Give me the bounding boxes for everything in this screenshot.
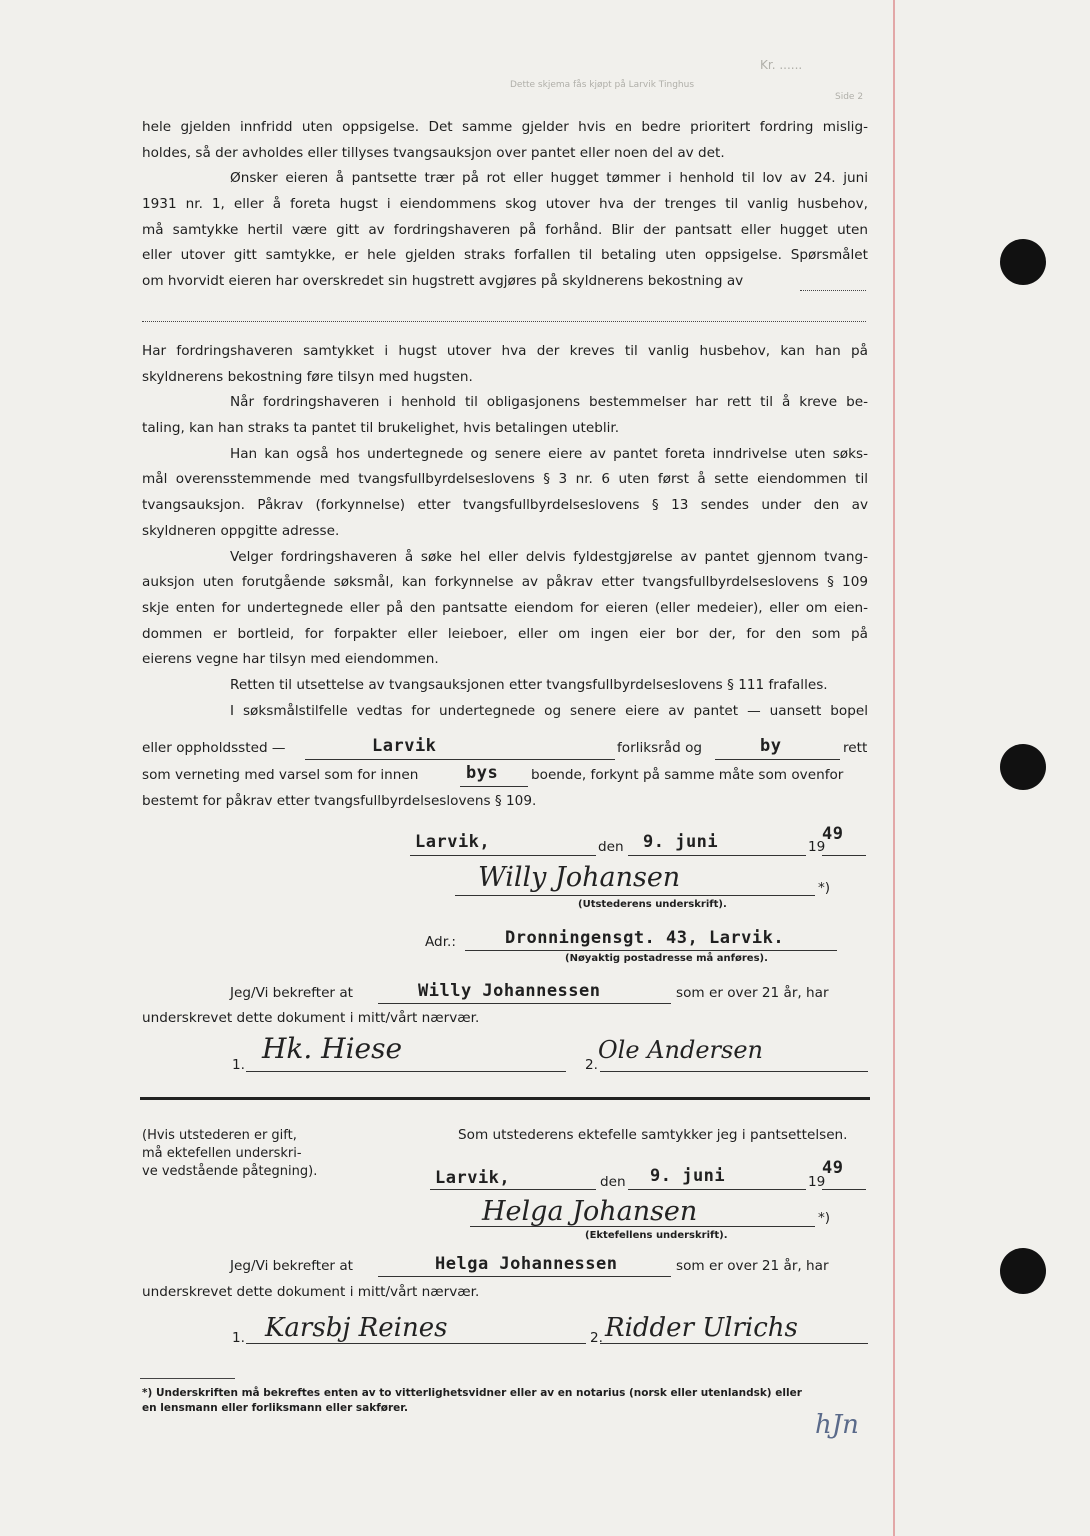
text-line: Velger fordringshaveren å søke hel eller delvis fyldestgjørelse av pantet gjennom tvang- [230,548,868,565]
issuer-year: 49 [822,824,844,844]
text-line: Ønsker eieren å pantsette trær på rot eller hugget tømmer i henhold til lov av 24. juni [230,170,868,187]
spouse-witness-2-line [600,1343,868,1344]
venue-court-line [715,759,840,760]
text-line: I søksmålstilfelle vedtas for undertegnede og senere eiere av pantet — uansett bopel [230,702,868,719]
spouse-confirm-line2: underskrevet dette dokument i mitt/vårt nærvær. [142,1284,480,1300]
spouse-confirm-suffix: som er over 21 år, har [676,1258,829,1274]
spouse-witness-1-signature: Karsbj Reines [265,1313,448,1343]
venue-line2-prefix: som verneting med varsel som for innen [142,767,419,783]
venue-court: by [760,736,782,756]
hugst-blank-line-2 [142,321,866,322]
text-line: 1931 nr. 1, eller å foreta hugst i eiendommens skog utover hva der trenges til vanlig husbehov, [142,196,868,213]
venue-mid: forliksråd og [617,740,703,756]
issuer-confirm-line2: underskrevet dette dokument i mitt/vårt nærvær. [142,1010,480,1026]
footnote-rule [140,1378,235,1379]
venue-bys: bys [466,763,499,783]
header-faint-page: Side 2 [835,92,864,102]
address-line [465,950,837,951]
text-line: Har fordringshaveren samtykket i hugst utover hva der kreves til vanlig husbehov, kan han på [142,343,868,359]
venue-place: Larvik [372,736,437,756]
text-line: skje enten for undertegnede eller på den pantsatte eiendom for eieren (eller medeier), eller om eien- [142,599,868,616]
text-line: Retten til utsettelse av tvangsauksjonen etter tvangsfullbyrdelseslovens § 111 frafalles. [230,676,828,693]
issuer-date: 9. juni [643,832,719,852]
spouse-witness-2-number: 2. [590,1330,603,1346]
punch-hole [1000,1248,1046,1294]
spouse-year-prefix: 19 [808,1174,826,1190]
header-faint-margin: Kr. ...... [760,58,803,72]
clerk-initials: hJn [815,1410,859,1440]
issuer-confirm-line [378,1003,671,1004]
text-line: om hvorvidt eieren har overskredet sin hugstrett avgjøres på skyldnerens bekostning av [142,273,744,290]
text-line: Når fordringshaveren i henhold til obligasjonens bestemmelser har rett til å kreve be- [230,394,868,411]
spouse-den-label: den [600,1174,626,1190]
issuer-year-line [822,855,866,856]
issuer-confirm-name: Willy Johannessen [418,981,601,1001]
spouse-signature-caption: (Ektefellens underskrift). [585,1230,728,1241]
issuer-confirm-prefix: Jeg/Vi bekrefter at [230,985,354,1001]
text-line: holdes, så der avholdes eller tillyses tvangsauksjon over pantet eller noen del av det. [142,144,725,161]
text-line: dommen er bortleid, for forpakter eller leieboer, eller om ingen eier bor der, for den som på [142,625,868,642]
spouse-date: 9. juni [650,1166,726,1186]
spouse-witness-1-line [246,1343,586,1344]
address-value: Dronningensgt. 43, Larvik. [505,928,785,948]
spouse-place: Larvik, [435,1168,511,1188]
address-label: Adr.: [425,934,456,950]
section-divider [140,1097,870,1100]
text-line: må samtykke hertil være gitt av fordringshaveren på forhånd. Blir der pantsatt eller hugget uten [142,221,868,238]
witness-2-number: 2. [585,1057,598,1073]
issuer-signature-line [455,895,815,896]
issuer-signature-caption: (Utstederens underskrift). [578,899,727,910]
witness-1-number: 1. [232,1057,245,1073]
spouse-year-line [822,1189,866,1190]
venue-prefix: eller oppholdssted — [142,740,286,756]
text-line: skyldneren oppgitte adresse. [142,522,340,539]
address-caption: (Nøyaktig postadresse må anføres). [565,953,768,964]
issuer-year-prefix: 19 [808,839,826,855]
footnote-line: en lensmann eller forliksmann eller sakfører. [142,1402,408,1414]
text-line: Han kan også hos undertegnede og senere eiere av pantet foreta inndrivelse uten søks- [230,445,868,462]
spouse-note-line: ve vedstående påtegning). [142,1164,318,1179]
text-line: tvangsauksjon. Påkrav (forkynnelse) etter tvangsfullbyrdelseslovens § 13 sendes under den av [142,497,868,514]
spouse-signature: Helga Johansen [482,1196,698,1227]
spouse-witness-1-number: 1. [232,1330,245,1346]
venue-bys-line [460,786,528,787]
text-line: mål overensstemmende med tvangsfullbyrdelseslovens § 3 nr. 6 uten først å sette eiendommen til [142,471,868,488]
spouse-confirm-name: Helga Johannessen [435,1254,618,1274]
issuer-signature: Willy Johansen [478,862,681,893]
venue-suffix: rett [843,740,868,756]
spouse-place-line [430,1189,596,1190]
witness-1-signature: Hk. Hiese [262,1032,403,1065]
venue-line2-suffix: boende, forkynt på samme måte som ovenfor [531,767,844,783]
spouse-asterisk: *) [818,1210,831,1226]
issuer-asterisk: *) [818,880,831,896]
spouse-note-line: (Hvis utstederen er gift, [142,1128,297,1143]
punch-hole [1000,744,1046,790]
issuer-date-line [628,855,806,856]
issuer-place-line [410,855,596,856]
footnote [142,1386,870,1416]
text-line: hele gjelden innfridd uten oppsigelse. Det samme gjelder hvis en bedre prioritert fordring mislig- [142,119,868,135]
spouse-consent: Som utstederens ektefelle samtykker jeg i pantsettelsen. [458,1127,848,1143]
venue-line3: bestemt for påkrav etter tvangsfullbyrdelseslovens § 109. [142,793,537,809]
spouse-year: 49 [822,1158,844,1178]
text-line: eller utover gitt samtykke, er hele gjelden straks forfallen til betaling uten oppsigelse. Spørsmålet [142,247,868,264]
spouse-witness-2-signature: Ridder Ulrichs [605,1313,798,1343]
terms-text-top [142,115,868,295]
footnote-line: *) Underskriften må bekreftes enten av to vitterlighetsvidner eller av en notarius (norsk eller utenlandsk) eller [142,1387,802,1399]
spouse-note [142,1127,342,1181]
spouse-date-line [628,1189,806,1190]
text-line: auksjon uten forutgående søksmål, kan forkynnelse av påkrav etter tvangsfullbyrdelseslovens § 109 [142,574,868,591]
punch-hole [1000,239,1046,285]
terms-text-middle [142,339,868,724]
text-line: taling, kan han straks ta pantet til brukelighet, hvis betalingen uteblir. [142,420,620,437]
header-faint-note: Dette skjema fås kjøpt på Larvik Tinghus [510,80,695,90]
witness-2-line [600,1071,868,1072]
text-line: skyldnerens bekostning føre tilsyn med hugsten. [142,368,473,385]
venue-place-line [305,759,615,760]
text-line: eierens vegne har tilsyn med eiendommen. [142,651,439,668]
hugst-blank-line [800,290,866,291]
spouse-confirm-prefix: Jeg/Vi bekrefter at [230,1258,354,1274]
spouse-note-line: må ektefellen underskri- [142,1146,302,1161]
spouse-signature-line [470,1226,815,1227]
issuer-den-label: den [598,839,624,855]
witness-2-signature: Ole Andersen [598,1036,763,1064]
issuer-place: Larvik, [415,832,491,852]
spouse-confirm-line [378,1276,671,1277]
issuer-confirm-suffix: som er over 21 år, har [676,985,829,1001]
witness-1-line [246,1071,566,1072]
margin-rule [893,0,895,1536]
